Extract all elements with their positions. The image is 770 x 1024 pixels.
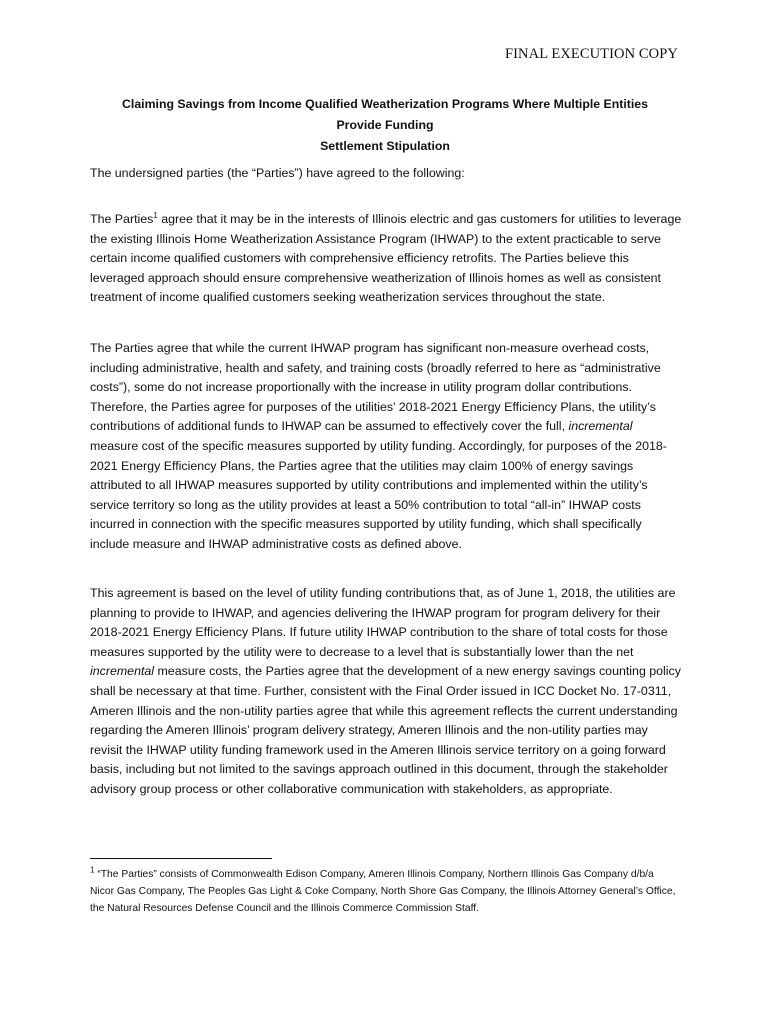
intro-paragraph bbox=[90, 164, 682, 184]
paragraph-3-emphasis: incremental bbox=[90, 664, 155, 679]
title-line-1: Claiming Savings from Income Qualified Weatherization Programs Where Multiple Entities bbox=[122, 97, 648, 111]
paragraph-3-text-b: measure costs, the Parties agree that the development of a new energy savings counting policy shall be necessary at that time. Further, consistent with the Final Order issued in ICC Docket No. 17-0311, Ameren Illinois and the non-utility parties agree that while this agreement reflects the current understanding regarding the Ameren Illinois’ program delivery strategy, Ameren Illinois and the non-utility parties may revisit the IHWAP utility funding framework used in the Ameren Illinois service territory on a going forward basis, including but not limited to the savings approach outlined in this document, through the stakeholder advisory group process or other collaborative communication with stakeholders, as appropriate. bbox=[90, 664, 681, 796]
footnote-reference: 1 bbox=[153, 210, 158, 220]
paragraph-1 bbox=[90, 210, 682, 308]
intro-text: The undersigned parties (the “Parties”) have agreed to the following: bbox=[90, 166, 465, 180]
final-execution-copy-label: FINAL EXECUTION COPY bbox=[504, 46, 678, 62]
paragraph-2 bbox=[90, 339, 682, 555]
footnote-marker: 1 bbox=[90, 865, 95, 875]
paragraph-2-text-b: measure cost of the specific measures supported by utility funding. Accordingly, for purposes of the 2018-2021 Energy Efficiency Plans, the Parties agree that the utilities may claim 100% of energy savings attributed to all IHWAP measures supported by utility contributions and implemented within the utility’s service territory so long as the utility provides at least a 50% contribution to total “all-in” IHWAP costs incurred in connection with the specific measures supported by utility funding, which shall specifically include measure and IHWAP administrative costs as defined above. bbox=[90, 438, 667, 551]
footnote-divider bbox=[90, 858, 272, 859]
document-title bbox=[90, 94, 680, 157]
footnote-text: “The Parties” consists of Commonwealth Edison Company, Ameren Illinois Company, Northern Illinois Gas Company d/b/a Nicor Gas Company, The Peoples Gas Light & Coke Company, North Shore Gas Company, the Illinois Attorney General’s Office, the Natural Resources Defense Council and the Illinois Commerce Commission Staff. bbox=[90, 869, 676, 914]
paragraph-2-text-a: The Parties agree that while the current IHWAP program has significant non-measure overhead costs, including administrative, health and safety, and training costs (broadly referred to here as “administrative costs”), some do not increase proportionally with the increase in utility program dollar contributions. Therefore, the Parties agree for purposes of the utilities’ 2018-2021 Energy Efficiency Plans, the utility’s contributions of additional funds to IHWAP can be assumed to effectively cover the full, bbox=[90, 341, 661, 434]
paragraph-3 bbox=[90, 584, 682, 800]
title-line-2: Provide Funding bbox=[336, 118, 434, 132]
paragraph-1-text: agree that it may be in the interests of Illinois electric and gas customers for utilities to leverage the existing Illinois Home Weatherization Assistance Program (IHWAP) to the extent practicable to serve certain income qualified customers with comprehensive efficiency retrofits. The Parties believe this leveraged approach should ensure comprehensive weatherization of Illinois homes as well as consistent treatment of income qualified customers seeking weatherization services throughout the state. bbox=[90, 212, 682, 305]
paragraph-1-lead: The Parties bbox=[90, 212, 154, 226]
paragraph-2-emphasis: incremental bbox=[568, 419, 633, 434]
paragraph-3-text-a: This agreement is based on the level of utility funding contributions that, as of June 1, 2018, the utilities are planning to provide to IHWAP, and agencies delivering the IHWAP program for program delivery for their 2018-2021 Energy Efficiency Plans. If future utility IHWAP contribution to the share of total costs for those measures supported by the utility were to decrease to a level that is substantially lower than the net bbox=[90, 586, 676, 659]
title-line-3: Settlement Stipulation bbox=[320, 139, 450, 153]
footnote bbox=[90, 866, 680, 917]
